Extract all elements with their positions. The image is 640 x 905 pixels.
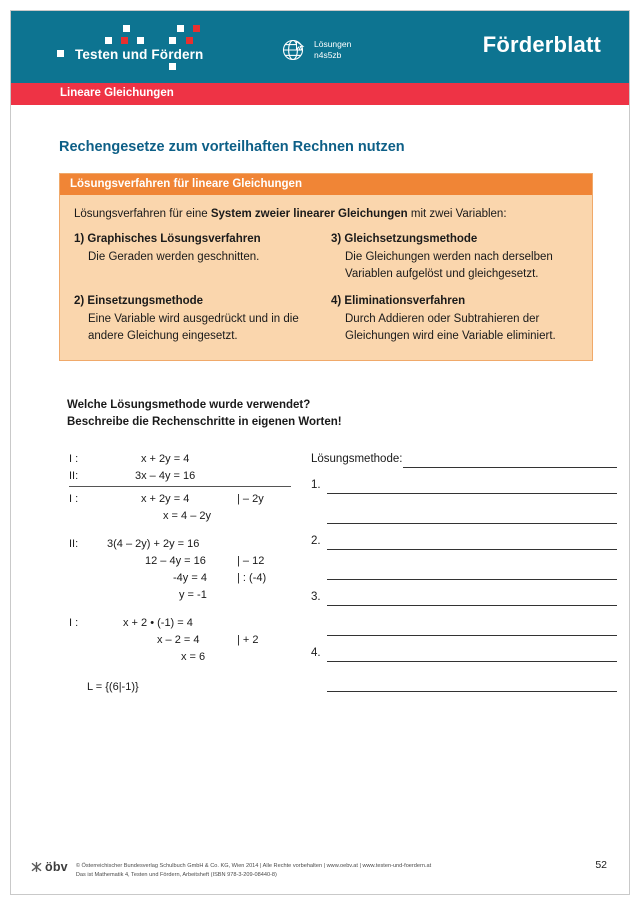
equation-row — [69, 453, 319, 470]
solution-set-row — [69, 681, 319, 698]
spacer — [69, 606, 319, 617]
info-box-heading: Lösungsverfahren für lineare Gleichungen — [60, 174, 592, 195]
equation-body: x = 4 – 2y — [163, 510, 212, 522]
answer-item[interactable] — [311, 647, 621, 703]
method-description: Eine Variable wird ausgedrückt und in die andere Gleichung eingesetzt. — [88, 313, 299, 342]
equation-body: 3(4 – 2y) + 2y = 16 — [107, 538, 200, 550]
info-box-body — [60, 195, 592, 360]
equation-row — [69, 617, 319, 634]
info-box-intro-emphasis: System zweier linearer Gleichungen — [210, 208, 408, 220]
logo-square — [137, 37, 144, 44]
publisher-logo — [31, 859, 68, 874]
answer-write-line[interactable] — [327, 523, 617, 524]
method-title: 2) Einsetzungsmethode — [74, 295, 204, 307]
task-question — [67, 397, 601, 431]
logo-square-accent — [193, 25, 200, 32]
publisher-name: öbv — [45, 860, 68, 874]
task-question-line-1: Welche Lösungsmethode wurde verwendet? — [67, 399, 311, 411]
topic-label: Lineare Gleichungen — [60, 87, 174, 99]
equation-row — [69, 651, 319, 668]
page-number: 52 — [595, 859, 607, 871]
method-item — [74, 233, 321, 282]
equation-body: x – 2 = 4 — [157, 634, 200, 646]
brand-name: Testen und Fördern — [75, 47, 204, 62]
worked-solution — [69, 453, 319, 698]
answer-number: 4. — [311, 647, 321, 659]
equation-row — [69, 589, 319, 606]
equation-operation: | – 12 — [237, 555, 265, 567]
equation-body: x = 6 — [181, 651, 206, 663]
logo-square — [123, 25, 130, 32]
method-description: Die Geraden werden geschnitten. — [88, 251, 260, 263]
sheet-frame — [10, 10, 630, 895]
equation-operation: | – 2y — [237, 493, 264, 505]
page-header — [11, 11, 629, 83]
spacer — [69, 527, 319, 538]
logo-square — [169, 63, 176, 70]
equation-operation: | + 2 — [237, 634, 259, 646]
logo-square-accent — [121, 37, 128, 44]
method-grid — [74, 233, 578, 344]
online-solutions-code: n4s5zb — [314, 50, 342, 60]
answer-write-line[interactable] — [327, 661, 617, 662]
task-question-line-2: Beschreibe die Rechenschritte in eigenen Worten! — [67, 416, 342, 428]
globe-cursor-icon — [281, 37, 307, 63]
method-item — [74, 295, 321, 344]
obv-star-icon — [31, 862, 42, 873]
logo-square-accent — [186, 37, 193, 44]
equation-label: I : — [69, 453, 79, 465]
equation-row — [69, 470, 319, 487]
equation-row — [69, 510, 319, 527]
solution-set: L = {(6|-1)} — [87, 681, 139, 693]
answer-write-line[interactable] — [327, 691, 617, 692]
sheet-kind-title: Förderblatt — [482, 32, 601, 57]
equation-operation: | : (-4) — [237, 572, 267, 584]
equation-body: -4y = 4 — [173, 572, 207, 584]
equation-body: y = -1 — [179, 589, 207, 601]
answer-write-line[interactable] — [327, 579, 617, 580]
brand-logo — [41, 17, 251, 79]
spacer — [69, 668, 319, 681]
method-answer-rule[interactable] — [403, 467, 617, 468]
answer-write-line[interactable] — [327, 605, 617, 606]
equation-row — [69, 538, 319, 555]
method-description: Die Gleichungen werden nach derselben Variablen aufgelöst und gleichgesetzt. — [345, 251, 553, 280]
page-footer — [11, 859, 629, 880]
logo-square — [105, 37, 112, 44]
copyright-block — [76, 859, 431, 880]
method-title: 3) Gleichsetzungsmethode — [331, 233, 478, 245]
system-divider-rule — [69, 486, 291, 487]
answer-write-line[interactable] — [327, 549, 617, 550]
method-item — [331, 295, 578, 344]
online-solutions-title: Lösungen — [314, 39, 352, 49]
logo-square — [169, 37, 176, 44]
equation-row — [69, 572, 319, 589]
method-title: 1) Graphisches Lösungsverfahren — [74, 233, 261, 245]
answer-number: 3. — [311, 591, 321, 603]
info-box-intro-before: Lösungsverfahren für eine — [74, 208, 211, 220]
equation-row — [69, 634, 319, 651]
logo-square — [57, 50, 64, 57]
equation-label: I : — [69, 617, 79, 629]
page-title: Rechengesetze zum vorteilhaften Rechnen nutzen — [59, 139, 405, 155]
online-solutions-label — [314, 39, 351, 61]
answer-number: 2. — [311, 535, 321, 547]
copyright-line-1: © Österreichischer Bundesverlag Schulbuch GmbH & Co. KG, Wien 2014 | Alle Rechte vorbehalten | www.oebv.at | www.testen-und-foerdern.at — [75, 863, 432, 869]
copyright-line-2: Das ist Mathematik 4, Testen und Fördern, Arbeitsheft (ISBN 978-3-209-08440-8) — [75, 872, 277, 878]
equation-body: x + 2y = 4 — [141, 493, 190, 505]
equation-body: 3x – 4y = 16 — [135, 470, 196, 482]
equation-row — [69, 555, 319, 572]
answer-number: 1. — [311, 479, 321, 491]
equation-label: II: — [69, 538, 79, 550]
answer-item[interactable] — [311, 535, 621, 591]
info-box — [59, 173, 593, 361]
logo-square — [177, 25, 184, 32]
topic-bar — [11, 83, 629, 105]
equation-row — [69, 493, 319, 510]
equation-body: 12 – 4y = 16 — [145, 555, 206, 567]
page-body — [11, 139, 629, 743]
equation-label: I : — [69, 493, 79, 505]
method-description: Durch Addieren oder Subtrahieren der Gleichungen wird eine Variable eliminiert. — [345, 313, 556, 342]
equation-label: II: — [69, 470, 79, 482]
info-box-intro — [74, 208, 578, 220]
footer-inner — [31, 859, 607, 880]
online-solutions-badge[interactable] — [281, 37, 351, 63]
method-title: 4) Eliminationsverfahren — [331, 295, 466, 307]
answer-area — [311, 453, 621, 703]
answer-item[interactable] — [311, 479, 621, 535]
method-item — [331, 233, 578, 282]
equation-body: x + 2y = 4 — [141, 453, 190, 465]
answer-write-line[interactable] — [327, 493, 617, 494]
method-answer-label: Lösungsmethode: — [311, 453, 403, 465]
answer-item[interactable] — [311, 591, 621, 647]
answer-write-line[interactable] — [327, 635, 617, 636]
info-box-intro-after: mit zwei Variablen: — [407, 208, 507, 220]
work-area — [39, 453, 601, 743]
method-answer-field[interactable] — [311, 453, 621, 479]
equation-body: x + 2 • (-1) = 4 — [123, 617, 193, 629]
